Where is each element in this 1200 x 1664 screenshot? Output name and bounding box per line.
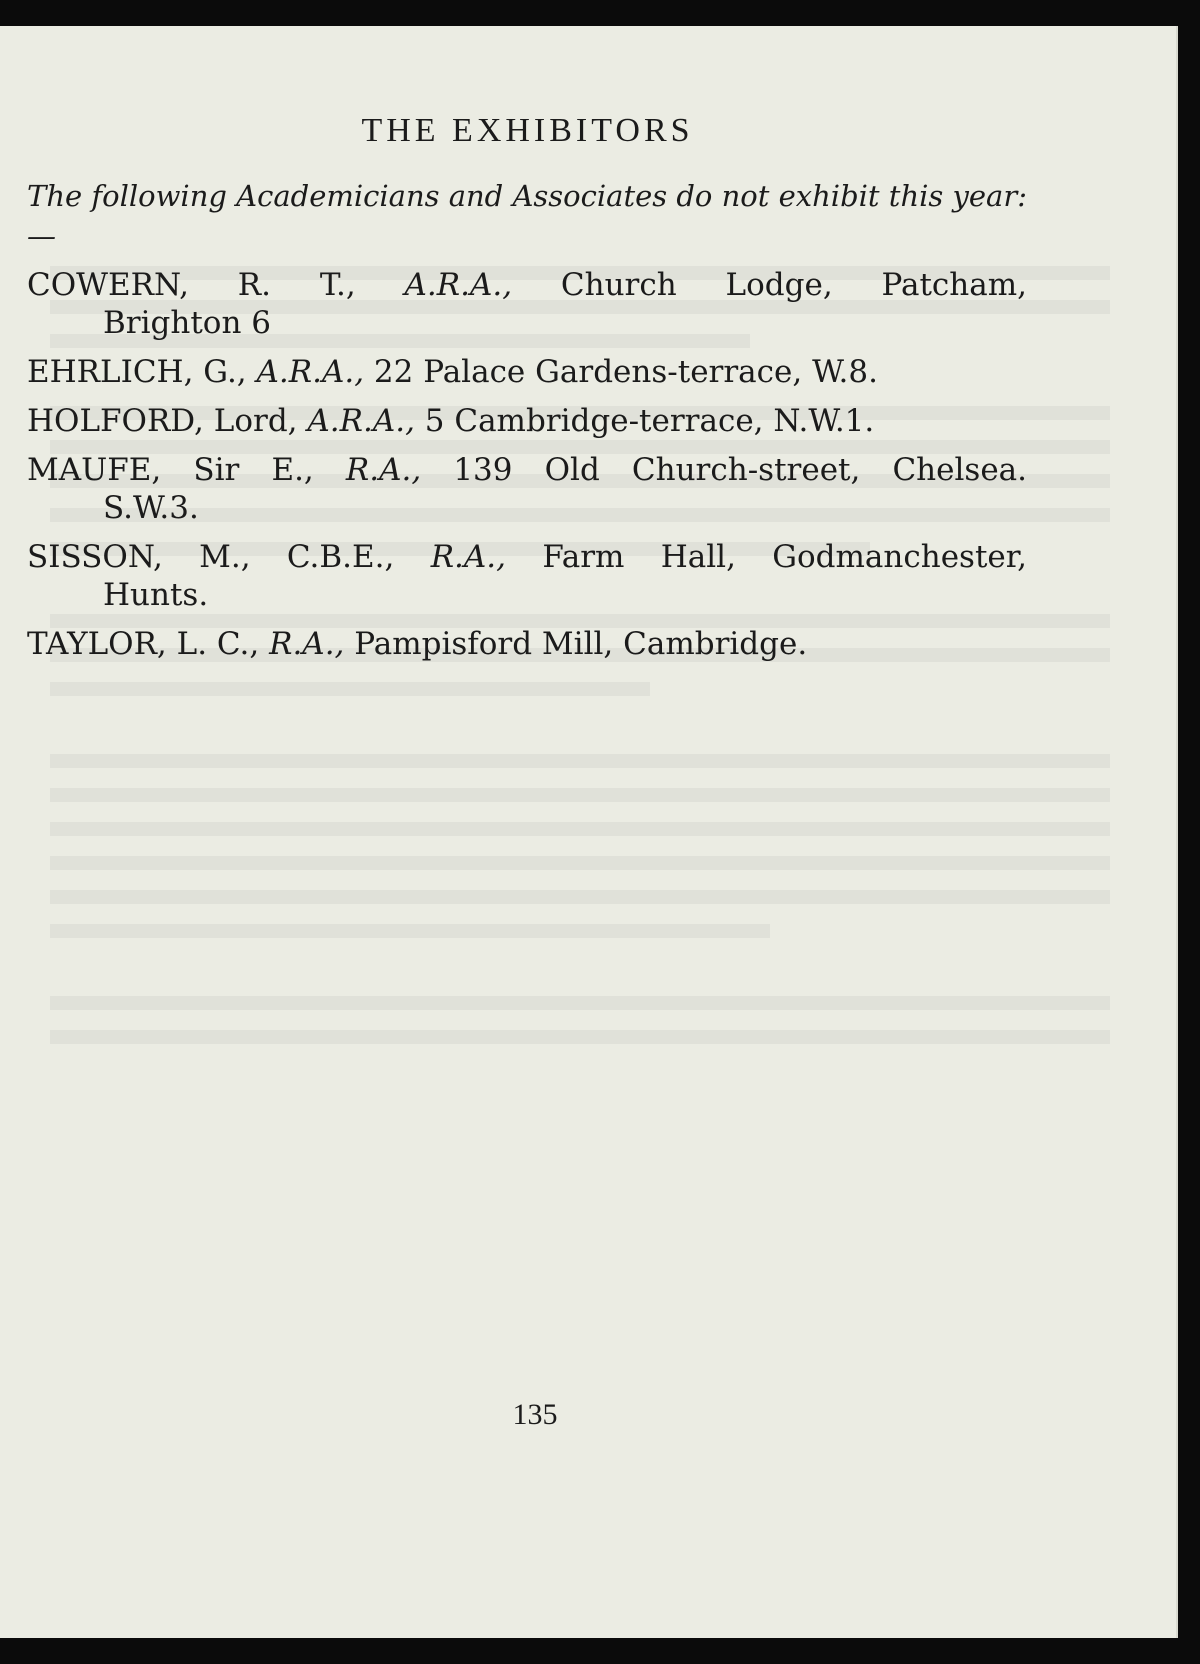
exhibitor-address: 22 Palace Gardens-terrace, W.8. [373,354,878,390]
exhibitor-rank: A.R.A., [404,267,513,303]
entry-line [27,451,1027,489]
exhibitor-address-continued: S.W.3. [103,490,199,526]
list-item [27,451,1027,527]
entry-line [27,353,1027,391]
exhibitor-address: Church Lodge, Patcham, [560,267,1027,303]
exhibitor-name: SISSON, M., C.B.E., [27,539,395,575]
exhibitor-rank: A.R.A., [307,403,415,439]
exhibitor-address: Pampisford Mill, Cambridge. [354,626,808,662]
page-number: 135 [512,1398,558,1431]
exhibitor-list [27,266,1027,674]
list-item [27,625,1027,663]
exhibitor-name: EHRLICH, G., [27,354,247,390]
list-item [27,266,1027,342]
page-title: THE EXHIBITORS [361,112,694,149]
exhibitor-rank: R.A., [345,452,422,488]
exhibitor-rank: R.A., [269,626,345,662]
list-item [27,538,1027,614]
entry-line [27,625,1027,663]
exhibitor-address: 139 Old Church-street, Chelsea. [453,452,1028,488]
list-item [27,353,1027,391]
exhibitor-name: MAUFE, Sir E., [27,452,314,488]
exhibitor-address: 5 Cambridge-terrace, N.W.1. [424,403,875,439]
exhibitor-name: COWERN, R. T., [27,267,356,303]
exhibitor-address-continued: Hunts. [103,577,209,613]
exhibitor-address: Farm Hall, Godmanchester, [542,539,1028,575]
exhibitor-rank: A.R.A., [256,354,365,390]
entry-line [27,266,1027,304]
list-item [27,402,1027,440]
exhibitor-address-continued: Brighton 6 [103,305,271,341]
intro-text: The following Academicians and Associates do not exhibit this year:— [27,179,1027,253]
exhibitor-rank: R.A., [430,539,506,575]
exhibitor-name: TAYLOR, L. C., [27,626,260,662]
entry-line [27,402,1027,440]
book-page [0,26,1176,1638]
entry-line [27,538,1027,576]
exhibitor-name: HOLFORD, Lord, [27,403,298,439]
